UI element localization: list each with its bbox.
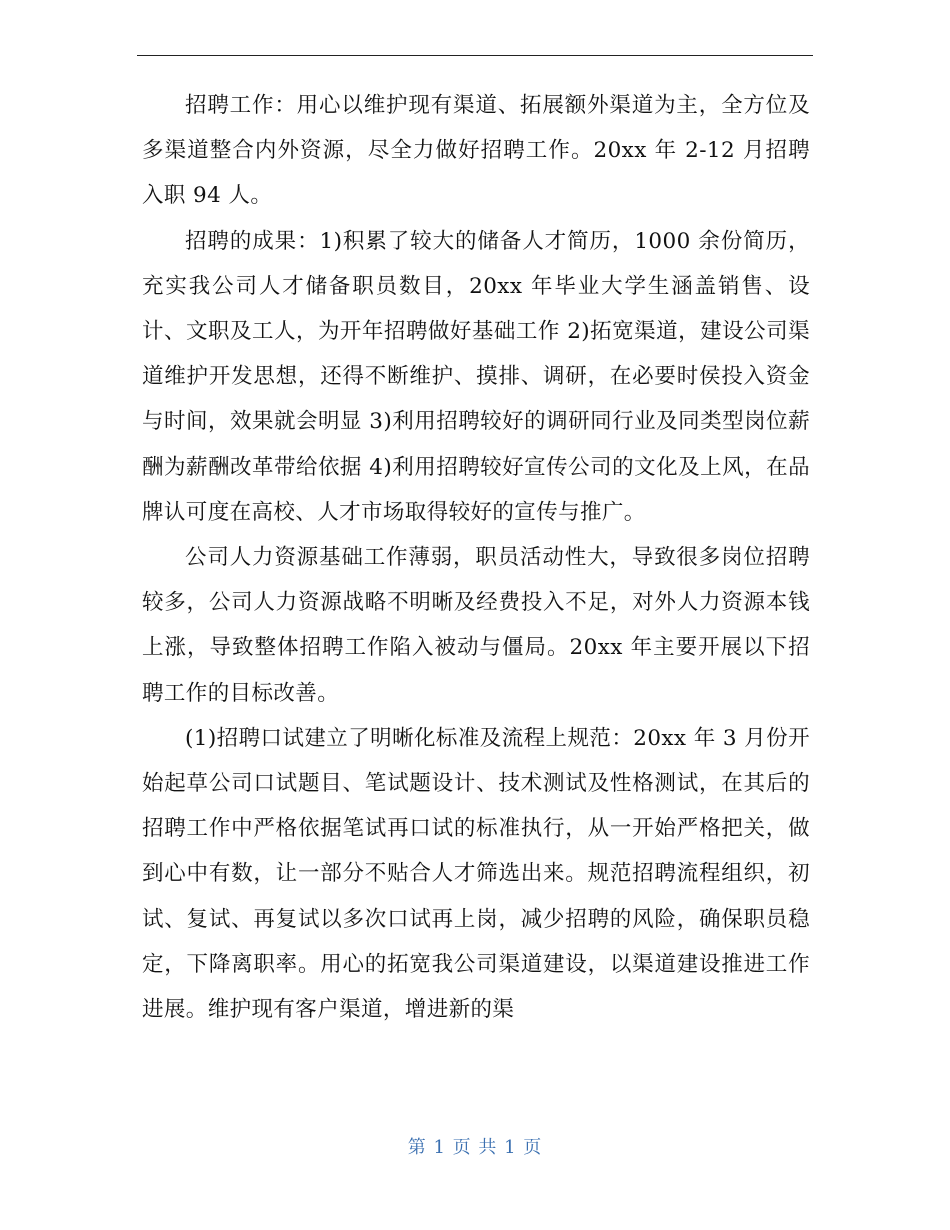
header-rule <box>137 55 813 56</box>
document-body <box>142 83 810 1032</box>
paragraph-interview-standards: (1)招聘口试建立了明晰化标准及流程上规范：20xx 年 3 月份开始起草公司口试题目、笔试题设计、技术测试及性格测试，在其后的招聘工作中严格依据笔试再口试的标准执行，从一开始严格把关，做到心中有数，让一部分不贴合人才筛选出来。规范招聘流程组织，初试、复试、再复试以多次口试再上岗，减少招聘的风险，确保职员稳定，下降离职率。用心的拓宽我公司渠道建设，以渠道建设推进工作进展。维护现有客户渠道，增进新的渠 <box>142 725 810 1023</box>
paragraph-hr-foundation: 公司人力资源基础工作薄弱，职员活动性大，导致很多岗位招聘较多，公司人力资源战略不明晰及经费投入不足，对外人力资源本钱上涨，导致整体招聘工作陷入被动与僵局。20xx 年主要开展以下招聘工作的目标改善。 <box>142 545 810 706</box>
paragraph-recruitment-results: 招聘的成果：1)积累了较大的储备人才简历，1000 余份简历，充实我公司人才储备职员数目，20xx 年毕业大学生涵盖销售、设计、文职及工人，为开年招聘做好基础工作 2)拓宽渠道，建设公司渠道维护开发思想，还得不断维护、摸排、调研，在必要时侯投入资金与时间，效果就会明显 3)利用招聘较好的调研同行业及同类型岗位薪酬为薪酬改革带给依据 4)利用招聘较好宣传公司的文化及上风，在品牌认可度在高校、人才市场取得较好的宣传与推广。 <box>142 228 810 525</box>
page-number-footer: 第 1 页 共 1 页 <box>407 1137 543 1158</box>
paragraph-recruitment-work: 招聘工作：用心以维护现有渠道、拓展额外渠道为主，全方位及多渠道整合内外资源，尽全力做好招聘工作。20xx 年 2-12 月招聘入职 94 人。 <box>142 93 810 209</box>
